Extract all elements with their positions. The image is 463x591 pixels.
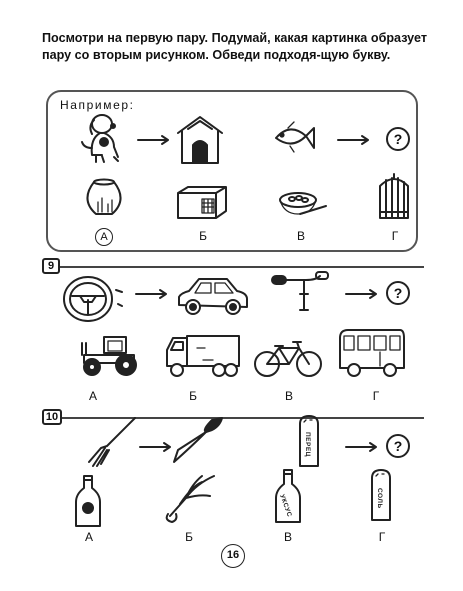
bicycle-icon <box>253 338 323 378</box>
example-title: Например: <box>60 98 135 112</box>
example-option-b-label[interactable]: Б <box>199 229 207 243</box>
task9-option-d-label[interactable]: Г <box>372 389 380 403</box>
dog-icon <box>80 112 130 164</box>
crate-icon <box>176 185 228 220</box>
fork-icon <box>85 416 141 468</box>
task-divider <box>60 266 424 268</box>
task10-option-b-label[interactable]: Б <box>185 530 193 544</box>
knife-icon <box>170 416 226 466</box>
task-number-badge: 10 <box>42 409 62 425</box>
arrow-icon <box>140 442 172 452</box>
vinegar-label: УКСУС <box>278 493 293 519</box>
example-option-d-label[interactable]: Г <box>391 229 399 243</box>
page-number: 16 <box>221 544 245 568</box>
task-number-badge: 9 <box>42 258 60 274</box>
task9-option-a-label[interactable]: А <box>88 389 97 403</box>
fish-icon <box>270 120 316 156</box>
bird-nest-icon <box>270 188 328 218</box>
question-mark-icon: ? <box>386 434 410 458</box>
task9-option-b-label[interactable]: Б <box>189 389 197 403</box>
bicycle-handlebar-icon <box>270 274 330 316</box>
arrow-icon <box>138 135 170 145</box>
green-onion-icon <box>160 470 220 524</box>
tractor-icon <box>76 333 146 377</box>
pepper-label: ПЕРЕЦ <box>304 432 311 457</box>
bus-icon <box>336 328 408 378</box>
task9-option-c-label[interactable]: В <box>284 389 293 403</box>
steering-wheel-icon <box>60 274 124 324</box>
truck-icon <box>163 334 241 380</box>
question-mark-icon: ? <box>386 127 410 151</box>
doghouse-icon <box>176 115 224 165</box>
instruction-text: Посмотри на первую пару. Подумай, какая картинка образует пару со вторым рисунком. Обведи подходя-щую букву. <box>42 31 427 62</box>
example-option-c-label[interactable]: В <box>296 229 305 243</box>
salt-label: СОЛЬ <box>376 488 383 509</box>
birdcage-icon <box>376 172 412 222</box>
task10-option-a-label[interactable]: А <box>84 530 93 544</box>
car-icon <box>175 275 251 321</box>
arrow-icon <box>136 289 168 299</box>
ketchup-bottle-icon <box>72 474 104 530</box>
example-option-a-label[interactable]: А <box>95 228 113 246</box>
arrow-icon <box>346 289 378 299</box>
arrow-icon <box>346 442 378 452</box>
task10-option-d-label[interactable]: Г <box>378 530 386 544</box>
task10-option-c-label[interactable]: В <box>283 530 292 544</box>
fishbowl-icon <box>84 178 124 218</box>
question-mark-icon: ? <box>386 281 410 305</box>
arrow-icon <box>338 135 370 145</box>
